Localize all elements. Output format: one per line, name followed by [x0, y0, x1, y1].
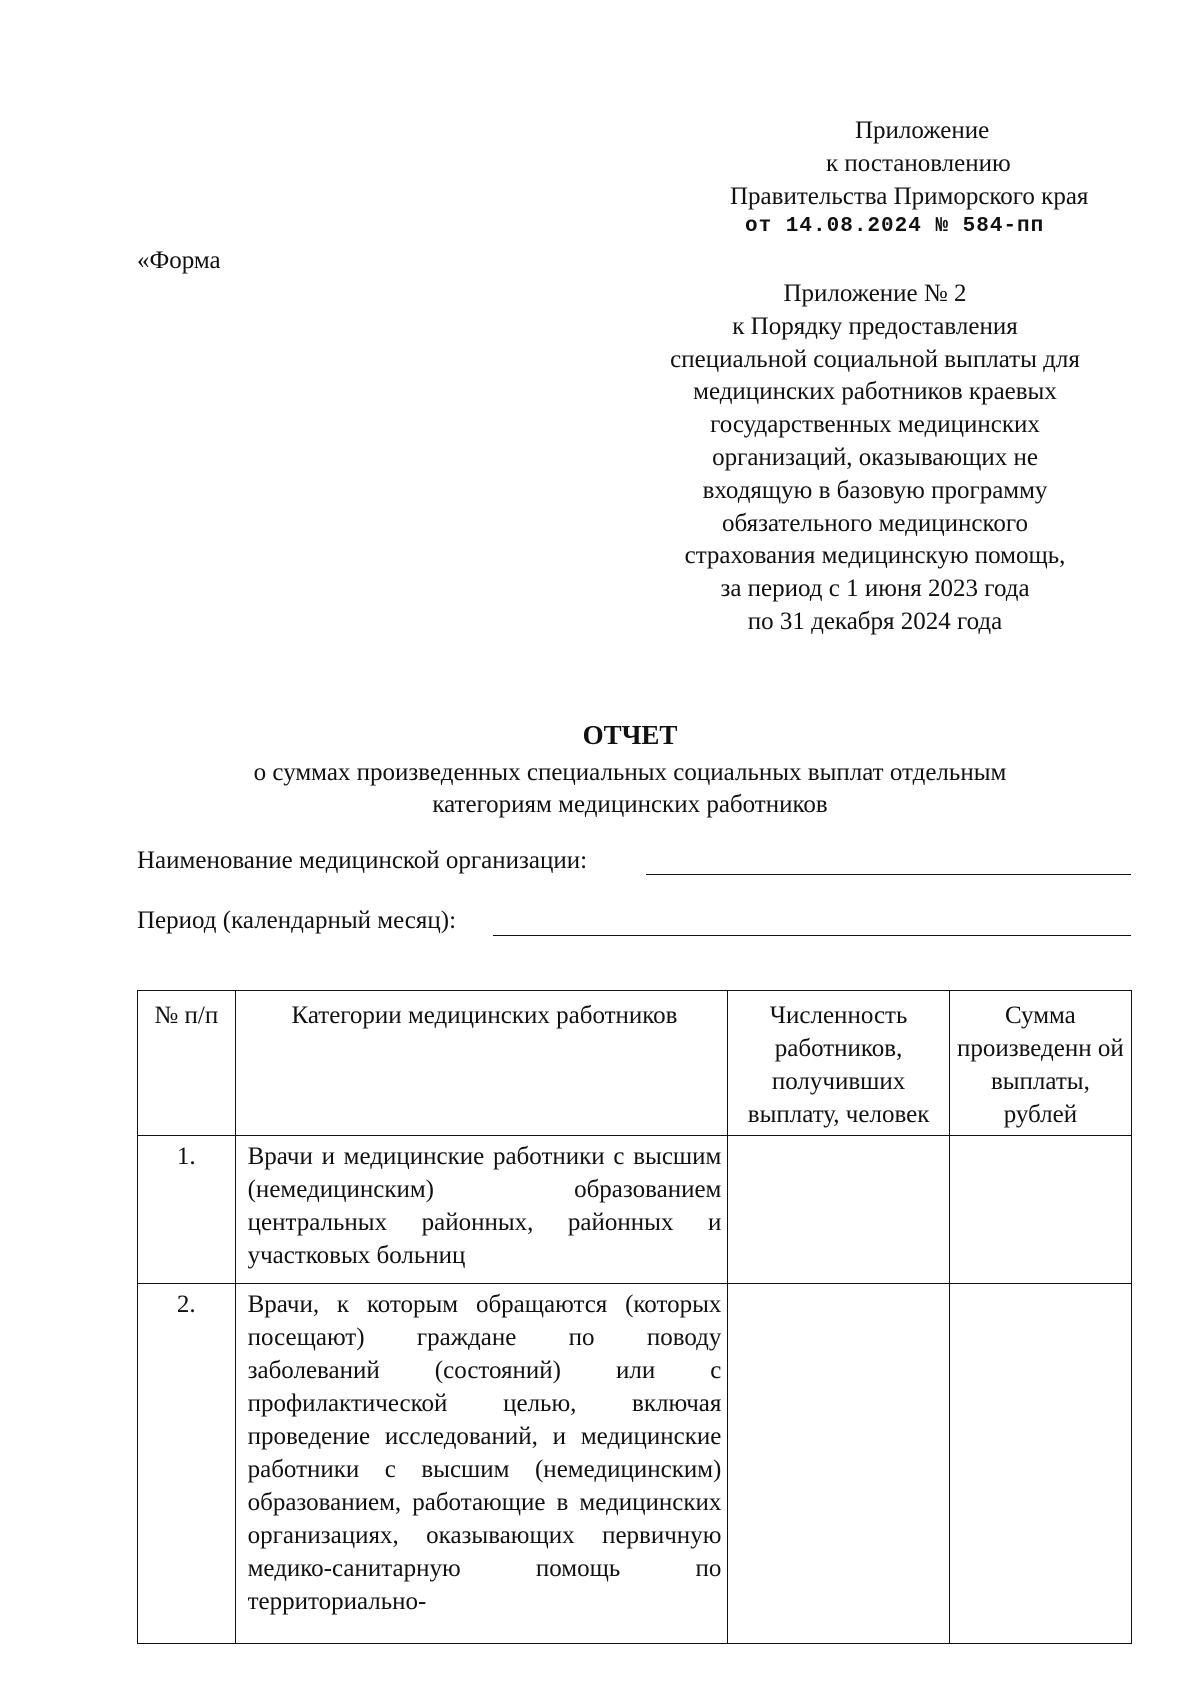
appendix2-line: медицинских работников краевых — [693, 378, 1057, 406]
header-sum: Сумма произведенн ой выплаты, рублей — [949, 991, 1131, 1136]
report-title: ОТЧЕТ — [582, 720, 678, 750]
form-label: «Форма — [137, 247, 221, 274]
appendix2-line: организаций, оказывающих не — [712, 443, 1038, 471]
appendix2-line: страхования медицинскую помощь, — [684, 542, 1066, 570]
row-sum-cell[interactable] — [949, 1136, 1131, 1284]
appendix2-line: входящую в базовую программу — [702, 476, 1048, 504]
table-row — [138, 1136, 1132, 1284]
appendix2-line: Приложение № 2 — [783, 280, 967, 307]
row-num: 1. — [138, 1136, 236, 1284]
organization-label: Наименование медицинской организации: — [137, 847, 588, 874]
appendix2-line: по 31 декабря 2024 года — [747, 607, 1003, 635]
row-count-cell[interactable] — [728, 1284, 949, 1644]
appendix2-line: за период с 1 июня 2023 года — [720, 575, 1030, 603]
appendix2-line: обязательного медицинского — [721, 509, 1028, 537]
header-government: Правительства Приморского края — [730, 183, 1089, 210]
appendix2-line: к Порядку предоставления — [732, 312, 1018, 340]
table-row — [138, 1284, 1132, 1644]
header-num: № п/п — [138, 991, 236, 1136]
header-appendix: Приложение — [855, 117, 990, 144]
header-date-number: от 14.08.2024 № 584-пп — [745, 215, 1045, 238]
report-subtitle — [130, 757, 1130, 821]
row-num: 2. — [138, 1284, 236, 1644]
appendix2-line: государственных медицинских — [710, 411, 1040, 439]
row-count-cell[interactable] — [728, 1136, 949, 1284]
row-category: Врачи, к которым обращаются (которых посещают) граждане по поводу заболеваний (состояний) или с профилактической целью, включая проведение исследований, и медицинские работники с высшим (немедицинским) образованием, работающие в медицинских организациях, оказывающих первичную медико-санитарную помощь по территориально- — [235, 1284, 728, 1644]
header-count: Численность работников, получивших выплату, человек — [728, 991, 949, 1136]
report-subtitle-line1: о суммах произведенных специальных социальных выплат отдельным — [253, 759, 1007, 786]
appendix2-line: специальной социальной выплаты для — [670, 345, 1080, 373]
table-header-row — [138, 991, 1132, 1136]
period-field[interactable] — [493, 935, 1131, 936]
appendix2-block — [640, 278, 1110, 639]
report-subtitle-line2: категориям медицинских работников — [432, 791, 828, 818]
organization-field[interactable] — [646, 874, 1131, 875]
report-table — [137, 990, 1132, 1644]
period-label: Период (календарный месяц): — [137, 907, 457, 934]
header-category: Категории медицинских работников — [235, 991, 728, 1136]
row-category: Врачи и медицинские работники с высшим (немедицинским) образованием центральных районных, районных и участковых больниц — [235, 1136, 728, 1284]
header-to-resolution: к постановлению — [826, 150, 1011, 177]
row-sum-cell[interactable] — [949, 1284, 1131, 1644]
